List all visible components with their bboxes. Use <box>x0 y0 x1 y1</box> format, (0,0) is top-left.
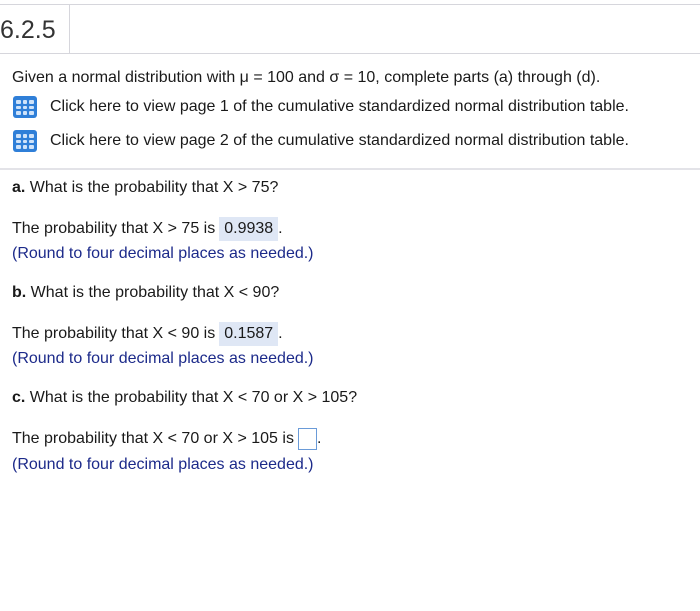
section-divider <box>0 168 700 170</box>
question-text: What is the probability that X > 75? <box>25 179 279 196</box>
part-letter: b. <box>12 284 27 301</box>
part-a-question <box>12 178 278 198</box>
table-grid-icon <box>13 130 37 152</box>
answer-input-c[interactable] <box>298 428 317 450</box>
question-number: 6.2.5 <box>0 5 70 53</box>
problem-statement: Given a normal distribution with μ = 100 and σ = 10, complete parts (a) through (d). <box>12 69 601 86</box>
part-b-question <box>12 283 279 303</box>
answer-prefix: The probability that X < 90 is <box>12 325 216 342</box>
answer-prefix: The probability that X > 75 is <box>12 220 216 237</box>
part-c-question <box>12 388 357 408</box>
answer-field-b[interactable]: 0.1587 <box>219 322 278 346</box>
answer-prefix: The probability that X < 70 or X > 105 is <box>12 430 294 448</box>
link-label[interactable]: Click here to view page 1 of the cumulative standardized normal distribution table. <box>50 98 629 115</box>
part-c-answer-line <box>12 428 321 450</box>
part-a-answer-line <box>12 217 283 241</box>
part-b-answer-line <box>12 322 283 346</box>
link-label[interactable]: Click here to view page 2 of the cumulative standardized normal distribution table. <box>50 132 629 149</box>
answer-suffix: . <box>278 325 283 342</box>
question-text: What is the probability that X < 70 or X > 105? <box>25 389 358 406</box>
rounding-hint: (Round to four decimal places as needed.) <box>12 245 314 262</box>
question-header <box>0 4 700 54</box>
table-page-2-link[interactable] <box>13 130 629 152</box>
table-page-1-link[interactable] <box>13 96 629 118</box>
answer-suffix: . <box>278 220 283 237</box>
part-letter: c. <box>12 389 26 406</box>
question-text: What is the probability that X < 90? <box>26 284 280 301</box>
answer-suffix: . <box>316 430 322 448</box>
answer-field-a[interactable]: 0.9938 <box>219 217 278 241</box>
rounding-hint: (Round to four decimal places as needed.) <box>12 350 314 367</box>
part-letter: a. <box>12 179 26 196</box>
rounding-hint: (Round to four decimal places as needed.) <box>12 456 314 473</box>
table-grid-icon <box>13 96 37 118</box>
